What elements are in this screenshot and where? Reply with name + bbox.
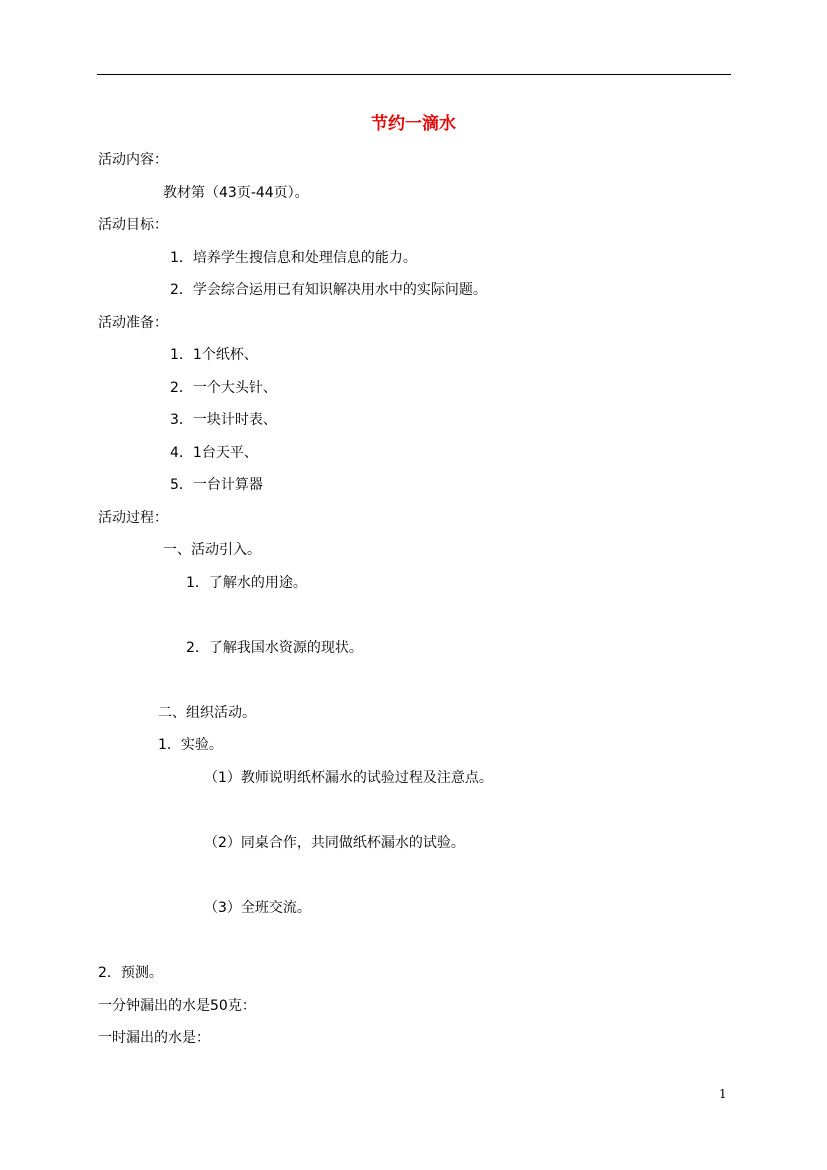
preparation-item: 4．1台天平、 — [170, 445, 258, 461]
goal-item: 2．学会综合运用已有知识解决用水中的实际问题。 — [170, 282, 487, 298]
section-heading-content: 活动内容： — [98, 152, 168, 168]
experiment-step: （3）全班交流。 — [204, 900, 311, 916]
section-heading-goals: 活动目标： — [98, 217, 168, 233]
preparation-item: 2．一个大头针、 — [170, 380, 277, 396]
document-title: 节约一滴水 — [371, 114, 456, 134]
experiment-step: （2）同桌合作，共同做纸杯漏水的试验。 — [204, 835, 465, 851]
prediction-line: 一分钟漏出的水是50克： — [98, 998, 256, 1014]
preparation-item: 5．一台计算器 — [170, 477, 263, 493]
process-step-heading: 一、活动引入。 — [163, 542, 261, 558]
preparation-item: 3．一块计时表、 — [170, 412, 277, 428]
prediction-line: 一时漏出的水是： — [98, 1030, 210, 1046]
goal-item: 1．培养学生搜信息和处理信息的能力。 — [170, 250, 417, 266]
experiment-step: （1）教师说明纸杯漏水的试验过程及注意点。 — [204, 770, 493, 786]
section-heading-preparation: 活动准备： — [98, 315, 168, 331]
content-line: 教材第（43页-44页）。 — [163, 185, 309, 201]
process-step-heading: 二、组织活动。 — [158, 705, 256, 721]
process-item: 1．了解水的用途。 — [186, 575, 307, 591]
preparation-item: 1．1个纸杯、 — [170, 347, 258, 363]
header-rule — [97, 74, 731, 75]
process-item: 2．预测。 — [98, 965, 163, 981]
section-heading-process: 活动过程： — [98, 510, 168, 526]
page-number: 1 — [719, 1087, 727, 1101]
process-item: 2．了解我国水资源的现状。 — [186, 640, 363, 656]
process-item: 1．实验。 — [158, 737, 223, 753]
